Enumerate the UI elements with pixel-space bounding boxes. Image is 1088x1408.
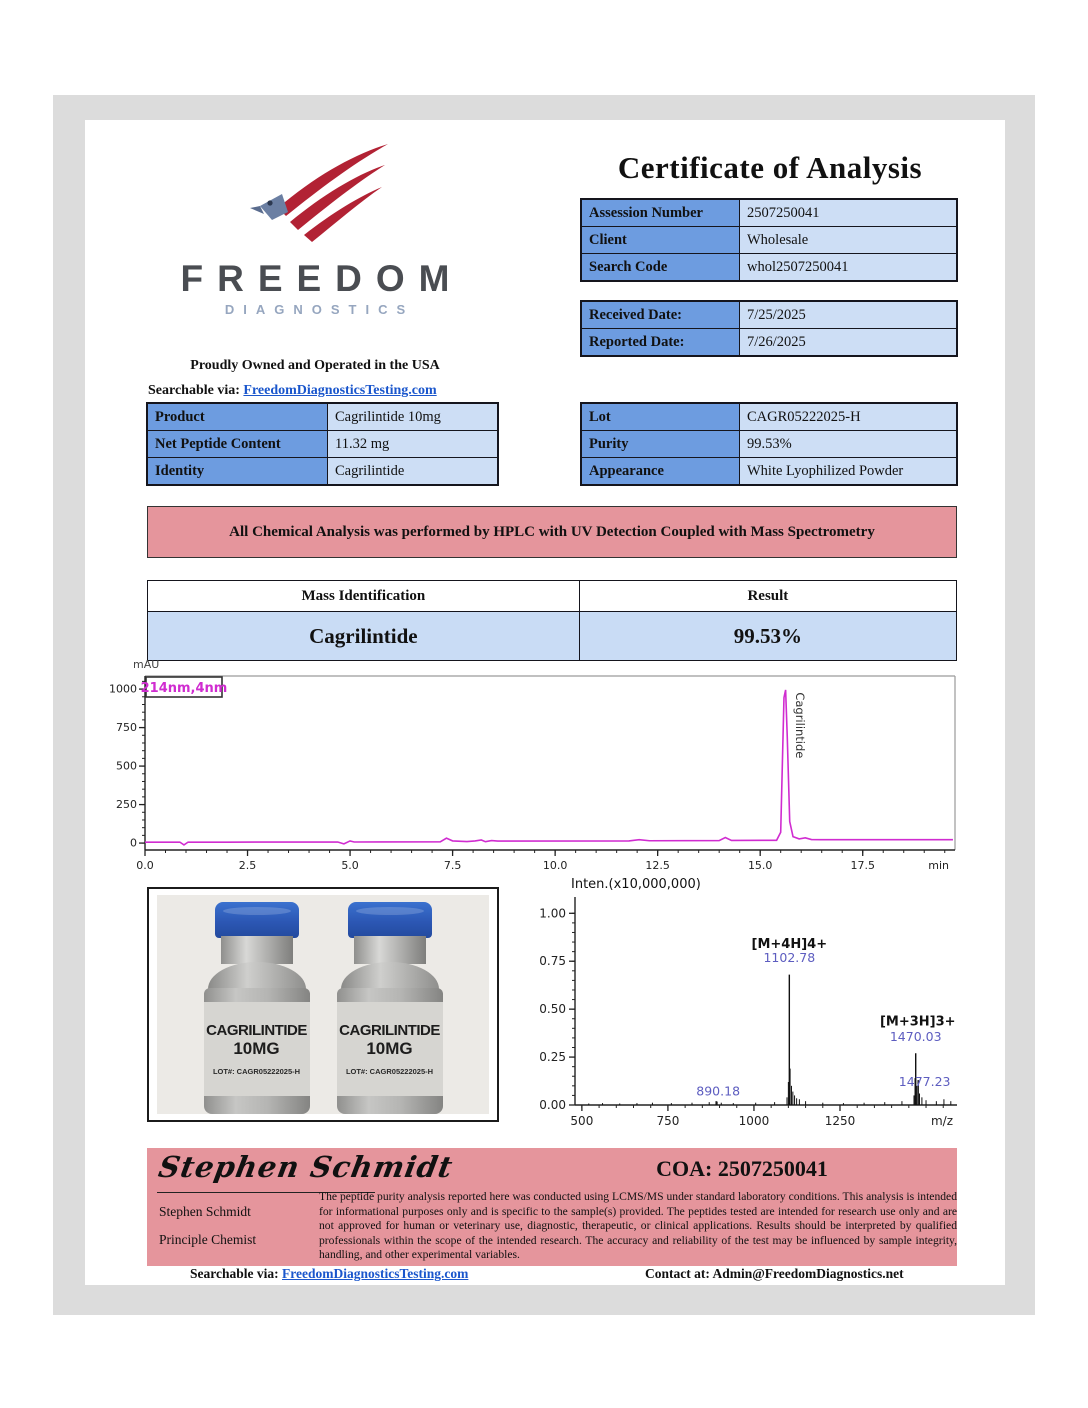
product-table xyxy=(147,403,498,485)
product-value: Cagrilintide xyxy=(328,458,498,485)
footer-searchable-label: Searchable via: xyxy=(190,1266,279,1281)
lot-label: Appearance xyxy=(582,458,740,485)
lot-value: White Lyophilized Powder xyxy=(740,458,957,485)
column-header: Mass Identification xyxy=(148,581,580,612)
svg-text:750: 750 xyxy=(656,1114,680,1128)
table-row xyxy=(582,458,957,485)
svg-text:214nm,4nm: 214nm,4nm xyxy=(140,681,228,696)
footer-searchable-link[interactable]: FreedomDiagnosticsTesting.com xyxy=(282,1266,469,1281)
vial-front xyxy=(194,902,319,1114)
vial-label-name: CAGRILINTIDE xyxy=(339,1022,440,1039)
product-label: Net Peptide Content xyxy=(148,431,328,458)
svg-text:0.00: 0.00 xyxy=(539,1098,566,1112)
vial-label-dose: 10MG xyxy=(233,1039,280,1058)
svg-text:0.75: 0.75 xyxy=(539,954,566,969)
product-value: 11.32 mg xyxy=(328,431,498,458)
mass-id-value: Cagrilintide xyxy=(148,612,580,661)
info-value: 2507250041 xyxy=(740,200,957,227)
lot-label: Lot xyxy=(582,404,740,431)
signature-script: Stephen Schmidt xyxy=(156,1150,456,1184)
hplc-chromatogram xyxy=(103,650,983,885)
lot-value: 99.53% xyxy=(740,431,957,458)
date-value: 7/25/2025 xyxy=(740,302,957,329)
vial-label-name: CAGRILINTIDE xyxy=(206,1022,307,1039)
footer-contact: Contact at: Admin@FreedomDiagnostics.net xyxy=(645,1266,904,1281)
tagline: Proudly Owned and Operated in the USA xyxy=(190,358,440,373)
date-label: Received Date: xyxy=(582,302,740,329)
product-label: Identity xyxy=(148,458,328,485)
info-value: whol2507250041 xyxy=(740,254,957,281)
searchable-link[interactable]: FreedomDiagnosticsTesting.com xyxy=(243,383,437,398)
info-label: Assession Number xyxy=(582,200,740,227)
lot-value: CAGR05222025-H xyxy=(740,404,957,431)
svg-text:1102.78: 1102.78 xyxy=(763,950,816,966)
table-row xyxy=(582,227,957,254)
page-title: Certificate of Analysis xyxy=(617,150,923,185)
mass-spectrum xyxy=(525,872,977,1144)
document-page xyxy=(85,120,1005,1285)
vial-collar xyxy=(221,936,293,964)
brand-logo xyxy=(125,138,505,317)
svg-text:[M+4H]4+: [M+4H]4+ xyxy=(751,936,828,952)
svg-text:5.0: 5.0 xyxy=(341,859,359,872)
dates-table xyxy=(581,301,957,356)
product-photo xyxy=(147,887,499,1122)
lot-table xyxy=(581,403,957,485)
svg-text:250: 250 xyxy=(116,798,137,812)
table-row xyxy=(148,431,498,458)
table-row xyxy=(582,329,957,356)
vial-back xyxy=(327,902,452,1114)
table-row xyxy=(582,302,957,329)
vial-body xyxy=(204,988,310,1114)
disclaimer-text: The peptide purity analysis reported here was conducted using LCMS/MS under standard laboratory conditions. This analysis is intended for informational purposes only and is specific to the sample(s) provided. The peptides tested are intended for research use only and are not approved for human or veterinary use, diagnostic, therapeutic, or clinical applications. Results should be interpreted by qualified professionals within the scope of the intended research. The accuracy and reliability of the test may be influenced by sample integrity, handling, and other experimental variables. xyxy=(319,1190,957,1262)
svg-text:7.5: 7.5 xyxy=(443,859,462,872)
coa-number: COA: 2507250041 xyxy=(656,1156,828,1181)
logo-subtitle: DIAGNOSTICS xyxy=(224,302,415,317)
vial-cap xyxy=(215,902,299,938)
vial-collar xyxy=(354,936,426,964)
svg-text:1477.23: 1477.23 xyxy=(898,1073,951,1089)
footer-searchable xyxy=(190,1266,468,1282)
logo-wordmark: FREEDOM xyxy=(180,258,464,299)
svg-text:Inten.(x10,000,000): Inten.(x10,000,000) xyxy=(571,877,701,892)
product-value: Cagrilintide 10mg xyxy=(328,404,498,431)
table-row xyxy=(582,200,957,227)
svg-text:500: 500 xyxy=(116,759,137,773)
svg-text:1250: 1250 xyxy=(824,1114,856,1128)
result-value: 99.53% xyxy=(579,612,956,661)
vial-label-lot: LOT#: CAGR05222025-H xyxy=(345,1067,434,1076)
column-header: Result xyxy=(579,581,956,612)
svg-text:0.50: 0.50 xyxy=(539,1002,566,1017)
svg-text:500: 500 xyxy=(570,1114,594,1128)
svg-text:890.18: 890.18 xyxy=(696,1083,741,1099)
mass-identification-table xyxy=(147,580,957,661)
chemist-role: Principle Chemist xyxy=(159,1232,257,1247)
svg-text:0.25: 0.25 xyxy=(539,1050,566,1065)
vial-label xyxy=(204,1002,310,1096)
svg-text:1000: 1000 xyxy=(738,1114,770,1128)
svg-text:15.0: 15.0 xyxy=(747,859,773,872)
vial-label-lot: LOT#: CAGR05222025-H xyxy=(212,1067,301,1076)
svg-text:0.0: 0.0 xyxy=(136,859,154,872)
svg-text:17.5: 17.5 xyxy=(850,859,875,872)
product-label: Product xyxy=(148,404,328,431)
photo-backdrop xyxy=(157,895,489,1114)
searchable-label: Searchable via: xyxy=(148,383,240,398)
svg-text:m/z: m/z xyxy=(930,1114,953,1128)
table-header-row xyxy=(148,581,957,612)
chemist-name: Stephen Schmidt xyxy=(159,1204,251,1219)
vial-body xyxy=(337,988,443,1114)
footer-signature-box xyxy=(147,1148,957,1266)
svg-text:2.5: 2.5 xyxy=(238,859,257,872)
info-label: Client xyxy=(582,227,740,254)
table-row xyxy=(582,404,957,431)
searchable-line xyxy=(148,383,437,399)
method-banner: All Chemical Analysis was performed by HPLC with UV Detection Coupled with Mass Spectrometry xyxy=(147,506,957,558)
vial-label-dose: 10MG xyxy=(366,1039,413,1058)
date-label: Reported Date: xyxy=(582,329,740,356)
svg-text:min: min xyxy=(928,859,949,872)
svg-text:Cagrilintide: Cagrilintide xyxy=(793,692,808,759)
svg-text:750: 750 xyxy=(116,721,137,735)
svg-text:10.0: 10.0 xyxy=(542,859,568,872)
eagle-flag-icon xyxy=(220,138,410,256)
svg-text:0: 0 xyxy=(130,836,137,850)
table-row xyxy=(148,458,498,485)
info-label: Search Code xyxy=(582,254,740,281)
svg-text:mAU: mAU xyxy=(133,658,160,671)
svg-text:1000: 1000 xyxy=(109,682,137,696)
info-value: Wholesale xyxy=(740,227,957,254)
info-table xyxy=(581,199,957,281)
vial-label xyxy=(337,1002,443,1096)
table-row xyxy=(582,431,957,458)
svg-text:12.5: 12.5 xyxy=(645,859,670,872)
svg-text:[M+3H]3+: [M+3H]3+ xyxy=(879,1014,956,1030)
lot-label: Purity xyxy=(582,431,740,458)
svg-text:1470.03: 1470.03 xyxy=(889,1028,942,1044)
svg-text:1.00: 1.00 xyxy=(539,906,566,921)
table-row xyxy=(148,404,498,431)
date-value: 7/26/2025 xyxy=(740,329,957,356)
vial-cap xyxy=(348,902,432,938)
table-row xyxy=(582,254,957,281)
